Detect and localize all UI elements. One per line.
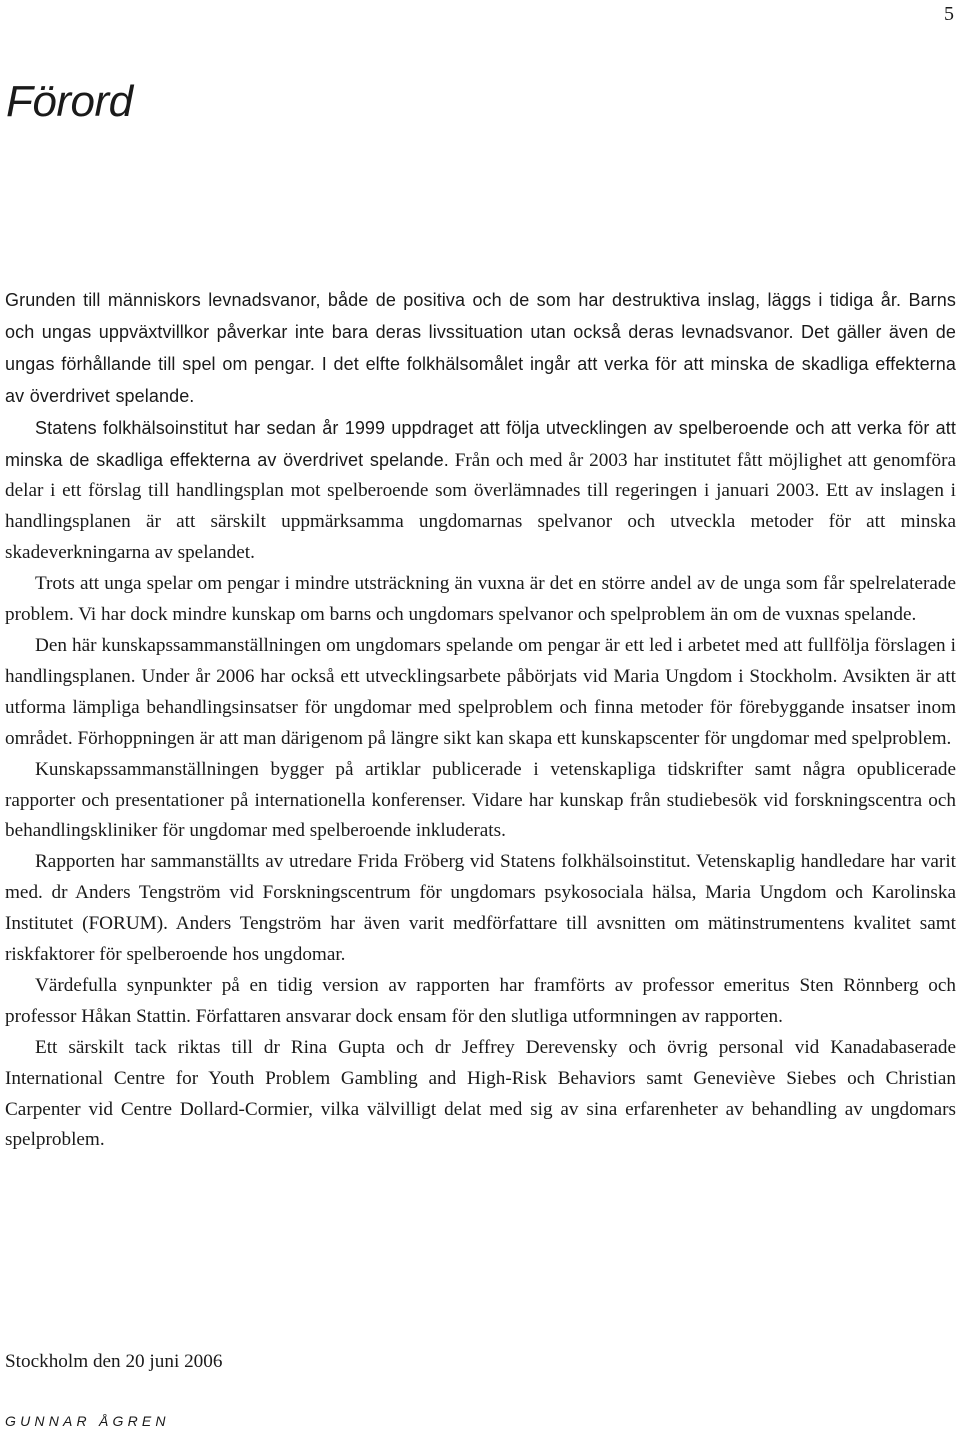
paragraph-text: Från och med år 2003 har institutet fått möjlighet att genomföra delar i ett förslag till handlingsplan mot spelberoende som överlämnades till regeringen i januari 2003. Ett av inslagen i handlingsplanen är att särskilt uppmärksamma ungdomarnas spelvanor och utveckla metoder för att minska skadeverkningarna av spelandet. [5,449,957,564]
paragraph-text: Trots att unga spelar om pengar i mindre utsträckning än vuxna är det en större andel av de unga som får spelrelaterade problem. Vi har dock mindre kunskap om barns och ungdomars spelvanor och spelproblem än om de vuxnas spelande. [5,573,956,626]
paragraph-reviewers [5,971,956,1033]
paragraph-intro [5,285,956,413]
paragraph-text: Grunden till människors levnadsvanor, både de positiva och de som har destruktiva inslag, läggs i tidiga år. Barns och ungas uppväxtvillkor påverkar inte bara deras livssituation utan också deras levnadsvanor. Det gäller även de ungas förhållande till spel om pengar. I det elfte folkhälsomålet ingår att verka för att minska de skadliga effekterna av överdrivet spelande. [5,290,956,406]
paragraph-text: Rapporten har sammanställts av utredare Frida Fröberg vid Statens folkhälsoinstitut. Vetenskaplig handledare har varit med. dr Anders Tengström vid Forskningscentrum för ungdomars psykosociala hälsa, Maria Ungdom och Karolinska Institutet (FORUM). Anders Tengström har även varit medförfattare till avsnitten om mätinstrumentens kvalitet samt riskfaktorer för spelberoende hos ungdomar. [5,851,956,966]
page-number: 5 [944,3,954,25]
paragraph-sources [5,755,956,848]
paragraph-young-players [5,569,956,631]
page-title: Förord [6,77,133,126]
body-text [5,285,956,1156]
paragraph-acknowledgements [5,1033,956,1157]
paragraph-authors [5,847,956,971]
paragraph-knowledge-compilation [5,631,956,755]
paragraph-institute [5,413,956,570]
paragraph-text: Den här kunskapssammanställningen om ungdomars spelande om pengar är ett led i arbetet med att fullfölja förslagen i handlingsplanen. Under år 2006 har också ett utvecklingsarbete påbörjats vid Maria Ungdom i Stockholm. Avsikten är att utforma lämpliga behandlingsinsatser för ungdomar med spelproblem och finna metoder för förebyggande insatser inom området. Förhoppningen är att man därigenom på längre sikt kan skapa ett kunskapscenter för ungdomar med spelproblem. [5,634,956,749]
place-and-date: Stockholm den 20 juni 2006 [5,1351,223,1372]
signature: GUNNAR ÅGREN [5,1413,170,1429]
paragraph-text: Värdefulla synpunkter på en tidig version av rapporten har framförts av professor emeritus Sten Rönnberg och professor Håkan Stattin. Författaren ansvarar dock ensam för den slutliga utformningen av rapporten. [5,974,956,1027]
paragraph-text: Statens folkhälsoinstitut har sedan år 1999 uppdraget att följa utvecklingen av spelberoende och att verka för att minska de skadliga effekterna av överdrivet spelande. [5,417,956,470]
paragraph-text: Ett särskilt tack riktas till dr Rina Gupta och dr Jeffrey Derevensky och övrig personal vid Kanadabaserade International Centre for Youth Problem Gambling and High-Risk Behaviors samt Geneviève Siebes och Christian Carpenter vid Centre Dollard-Cormier, vilka välvilligt delat med sig av sina erfarenheter av behandling av ungdomars spelproblem. [5,1036,956,1151]
paragraph-text: Kunskapssammanställningen bygger på artiklar publicerade i vetenskapliga tidskrifter samt några opublicerade rapporter och presentationer på internationella konferenser. Vidare har kunskap från studiebesök vid forskningscentra och behandlingskliniker för ungdomar med spelberoende inkluderats. [5,758,956,842]
